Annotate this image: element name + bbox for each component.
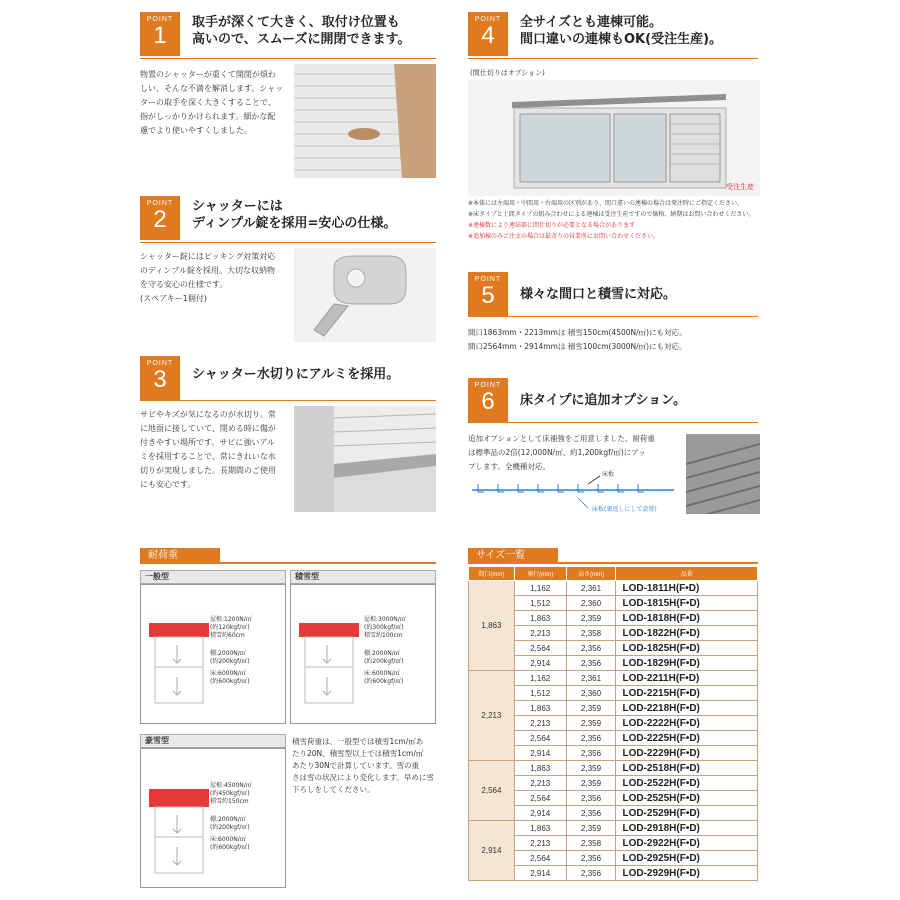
table-row [469,821,758,836]
depth-cell: 2,213 [514,716,566,731]
width-cell: 2,914 [469,821,515,881]
point-badge: POINT 4 [468,12,508,56]
divider [140,400,436,401]
heavy-shelf-load: 棚:2000N/㎡ (約200kgf/㎡) [210,816,250,831]
point-badge: POINT 2 [140,196,180,240]
height-cell: 2,356 [566,806,616,821]
snow-floor-load: 床:6000N/㎡ (約600kgf/㎡) [364,670,404,685]
heavy-snow-type-title: 豪雪型 [140,734,286,748]
depth-cell: 1,512 [514,596,566,611]
point-1-title: 取手が深くて大きく、取付け位置も 高いので、スムーズに開閉できます。 [192,15,411,47]
depth-cell: 1,863 [514,821,566,836]
product-code-cell: LOD-2525H(F•D) [616,791,758,806]
width-cell: 2,213 [469,671,515,761]
product-code-cell: LOD-1825H(F•D) [616,641,758,656]
product-code-cell: LOD-2518H(F•D) [616,761,758,776]
height-cell: 2,359 [566,701,616,716]
point-2-title: シャッターには ディンプル錠を採用=安心の仕様。 [192,199,397,231]
product-code-cell: LOD-2918H(F•D) [616,821,758,836]
height-cell: 2,356 [566,731,616,746]
snow-roof-load: 屋根:3000N/㎡ (約300kgf/㎡) 積雪約100cm [364,616,406,639]
column-header: 品番 [616,567,758,581]
depth-cell: 2,914 [514,806,566,821]
height-cell: 2,359 [566,716,616,731]
divider [140,242,436,243]
point-2-body: シャッター錠にはピッキング対策対応 のディンプル錠を採用。大切な収納物 を守る安心の仕様です。 (スペアキー1個付) [140,252,276,303]
height-cell: 2,356 [566,641,616,656]
width-cell: 2,564 [469,761,515,821]
divider [468,316,758,317]
depth-cell: 2,914 [514,746,566,761]
product-code-cell: LOD-2922H(F•D) [616,836,758,851]
height-cell: 2,361 [566,581,616,596]
point-3-title: シャッター水切りにアルミを採用。 [192,367,400,382]
general-type-title: 一般型 [140,570,286,584]
column-header: 高さ(mm) [566,567,616,581]
depth-cell: 2,564 [514,851,566,866]
height-cell: 2,356 [566,866,616,881]
depth-cell: 1,162 [514,671,566,686]
divider [468,422,758,423]
depth-cell: 1,863 [514,701,566,716]
height-cell: 2,360 [566,596,616,611]
divider [140,562,436,564]
depth-cell: 1,863 [514,761,566,776]
point-1-body: 物置のシャッターが重くて開閉が煩わ しい、そんな不満を解消します。シャッ ターの取手を深く大きくすることで、 指がしっかりかけられます。細かな配 慮でより使いやすくしました。 [140,70,284,135]
snow-shelf-load: 棚:2000N/㎡ (約200kgf/㎡) [364,650,404,665]
point-4-notes: ※本体には左端用・中間用・右端用の区別があり、間口違いの連棟の場合は発注時にご指定ください。 ※床タイプと土間タイプの組み合わせによる連棟は受注生産ですので価格、納期はお問い合わせください。 ※連棟数により連結部に間仕切りが必要となる場合があります ※追加棟のみご注文の場合は最寄りの営業所にお問い合わせください。 [468,200,755,240]
point-badge: POINT 1 [140,12,180,56]
height-cell: 2,356 [566,746,616,761]
product-code-cell: LOD-2522H(F•D) [616,776,758,791]
dimple-key-photo [294,248,436,342]
point-4-title: 全サイズとも連棟可能。 間口違いの連棟もOK(受注生産)。 [520,15,723,47]
product-code-cell: LOD-1818H(F•D) [616,611,758,626]
depth-cell: 1,863 [514,611,566,626]
product-code-cell: LOD-2215H(F•D) [616,686,758,701]
product-code-cell: LOD-2211H(F•D) [616,671,758,686]
divider [468,562,758,564]
depth-cell: 1,162 [514,581,566,596]
snow-type-title: 積雪型 [290,570,436,584]
depth-cell: 2,914 [514,656,566,671]
aluminum-sill-photo [294,406,436,512]
partition-caption: (間仕切りはオプション) [470,69,545,77]
table-row [469,761,758,776]
table-row [469,581,758,596]
height-cell: 2,360 [566,686,616,701]
depth-cell: 2,914 [514,866,566,881]
point-badge: POINT 6 [468,378,508,422]
height-cell: 2,359 [566,611,616,626]
height-cell: 2,356 [566,656,616,671]
depth-cell: 2,213 [514,626,566,641]
height-cell: 2,358 [566,836,616,851]
table-header-row [469,567,758,581]
product-code-cell: LOD-2225H(F•D) [616,731,758,746]
product-code-cell: LOD-2929H(F•D) [616,866,758,881]
depth-cell: 2,564 [514,791,566,806]
product-code-cell: LOD-2222H(F•D) [616,716,758,731]
product-code-cell: LOD-1815H(F•D) [616,596,758,611]
heavy-roof-load: 屋根:4500N/㎡ (約450kgf/㎡) 積雪約150cm [210,782,252,805]
depth-cell: 2,564 [514,641,566,656]
height-cell: 2,361 [566,671,616,686]
divider [468,58,758,59]
floor-board-label: 床板 [602,471,615,478]
size-table [468,566,758,881]
shutter-handle-photo [294,64,436,178]
point-5-body: 間口1863mm・2213mmは 積雪150cm(4500N/㎡)にも対応。 間口2564mm・2914mmは 積雪100cm(3000N/㎡)にも対応。 [468,328,687,351]
product-code-cell: LOD-2529H(F•D) [616,806,758,821]
depth-cell: 2,564 [514,731,566,746]
column-header: 奥行(mm) [514,567,566,581]
table-row [469,671,758,686]
depth-cell: 2,213 [514,836,566,851]
depth-cell: 1,512 [514,686,566,701]
linked-storage-photo [468,80,760,196]
general-roof-load: 屋根:1200N/㎡ (約120kgf/㎡) 積雪約60cm [210,616,252,639]
load-capacity-header: 耐荷重 [140,548,220,563]
snow-load-note: 積雪荷重は、一般型では積雪1cm/㎡あ たり20N、積雪型以上では積雪1cm/㎡ あたり30Nで計算しています。雪の重 さは雪の状況により変化します。早めに雪 下ろしをしてください。 [292,737,434,794]
depth-cell: 2,213 [514,776,566,791]
product-code-cell: LOD-1829H(F•D) [616,656,758,671]
general-shelf-load: 棚:2000N/㎡ (約200kgf/㎡) [210,650,250,665]
size-list-header: サイズ一覧 [468,548,558,563]
made-to-order-tag: 受注生産 [726,183,754,191]
point-6-body: 追加オプションとして床補強をご用意しました。耐荷重 は標準品の2倍(12,000N/㎡、約1,200kgf/㎡)にアッ プします。全機種対応。 [468,434,655,471]
width-cell: 1,863 [469,581,515,671]
point-3-body: サビやキズが気になるのが水切り。常 に地面に接していて、閉める時に傷が 付きやすい場所です。サビに強いアル ミを採用することで、常にきれいな水 切りが実現しました。長期間のご使用 にも安心です。 [140,410,276,489]
snow-type-diagram [290,584,436,724]
height-cell: 2,356 [566,851,616,866]
floor-photo [686,434,760,514]
height-cell: 2,359 [566,776,616,791]
product-code-cell: LOD-1822H(F•D) [616,626,758,641]
divider [140,58,436,59]
floor-board-sub-label: 床板(裏返しにして設置) [592,506,657,513]
height-cell: 2,358 [566,626,616,641]
point-badge: POINT 5 [468,272,508,316]
height-cell: 2,359 [566,761,616,776]
column-header: 間口(mm) [469,567,515,581]
point-6-title: 床タイプに追加オプション。 [520,393,687,408]
product-code-cell: LOD-2218H(F•D) [616,701,758,716]
general-floor-load: 床:6000N/㎡ (約600kgf/㎡) [210,670,250,685]
product-code-cell: LOD-1811H(F•D) [616,581,758,596]
product-code-cell: LOD-2925H(F•D) [616,851,758,866]
point-5-title: 様々な間口と積雪に対応。 [520,287,677,302]
product-code-cell: LOD-2229H(F•D) [616,746,758,761]
height-cell: 2,356 [566,791,616,806]
height-cell: 2,359 [566,821,616,836]
point-badge: POINT 3 [140,356,180,400]
heavy-floor-load: 床:6000N/㎡ (約600kgf/㎡) [210,836,250,851]
